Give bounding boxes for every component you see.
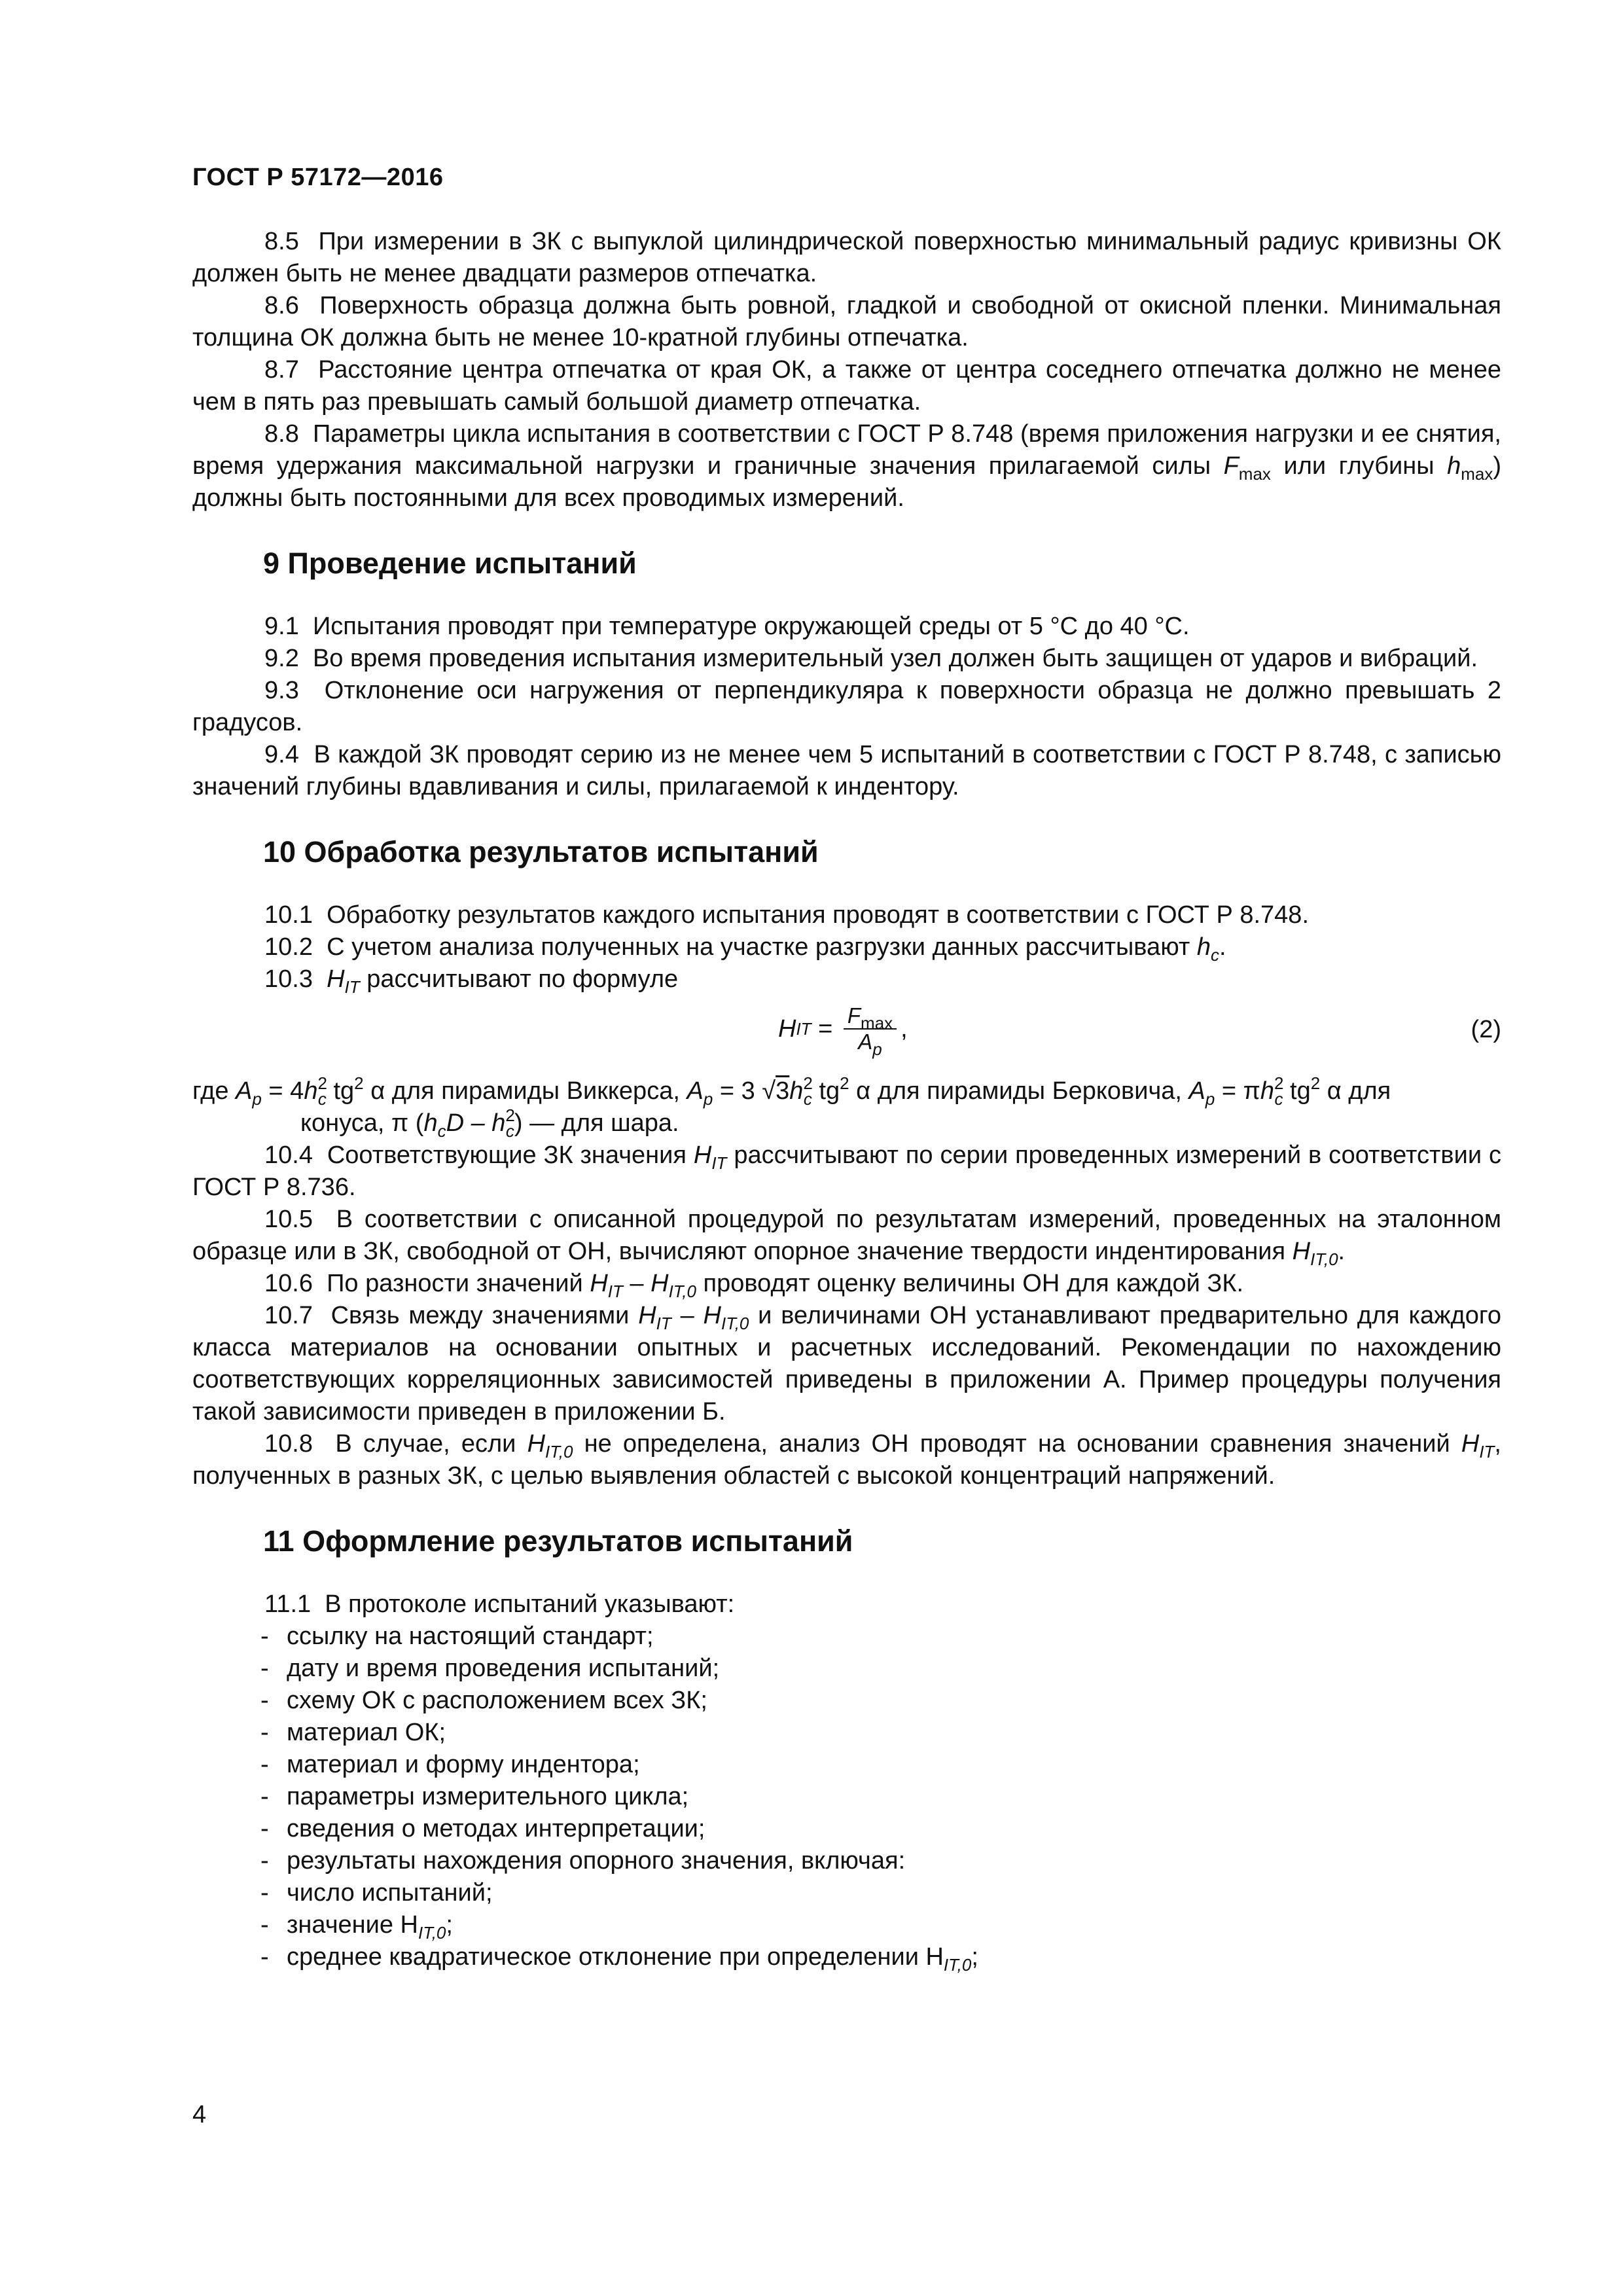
paragraph-9-2: 9.2 Во время проведения испытания измерительный узел должен быть защищен от ударов и вибраций. bbox=[264, 645, 1478, 672]
list-item: - значение $Н_{IT,0}$; bbox=[260, 1911, 453, 1943]
document-body bbox=[192, 226, 1501, 1973]
paragraph-10-6: 10.6 По разности значений $H_{IT} - H_{IT,0}$ проводят оценку величины ОН для каждой ЗК. bbox=[264, 1270, 1244, 1301]
section-9-heading: 9 Проведение испытаний bbox=[263, 547, 637, 580]
list-item: - среднее квадратическое отклонение при определении $Н_{IT,0}$; bbox=[260, 1943, 978, 1975]
list-item: - число испытаний; bbox=[260, 1879, 493, 1907]
paragraph-10-8: 10.8 В случае, если $H_{IT,0}$ не определена, анализ ОН проводят на основании сравнения значений $H_{IT}$, полученных в разных ЗК, с целью выявления областей с высокой концентраций напряжений. bbox=[192, 1430, 1501, 1490]
paragraph-8-8: 8.8 Параметры цикла испытания в соответствии с ГОСТ Р 8.748 (время приложения нагрузки и ее снятия, время удержания максимальной нагрузки и граничные значения прилагаемой силы $F_{max}$ или глубины $h_{max}$) должны быть постоянными для всех проводимых измерений. bbox=[192, 420, 1502, 512]
paragraph-10-7: 10.7 Связь между значениями $H_{IT} - H_{IT,0}$ и величинами ОН устанавливают предварительно для каждого класса материалов на основании опытных и расчетных исследований. Рекомендации по нахождению соответствующих корреляционных зависимостей приведены в приложении А. Пример процедуры получения такой зависимости приведен в приложении Б. bbox=[192, 1302, 1502, 1426]
paragraph-9-4: 9.4 В каждой ЗК проводят серию из не менее чем 5 испытаний в соответствии с ГОСТ Р 8.748, с записью значений глубины вдавливания и силы, прилагаемой к индентору. bbox=[192, 741, 1501, 800]
list-item: - схему ОК с расположением всех ЗК; bbox=[260, 1687, 707, 1714]
paragraph-10-1: 10.1 Обработку результатов каждого испытания проводят в соответствии с ГОСТ Р 8.748. bbox=[264, 901, 1310, 929]
protocol-list bbox=[192, 1621, 1501, 1973]
paragraph-11-1: 11.1 В протоколе испытаний указывают: bbox=[264, 1590, 735, 1618]
formula-expression: H IT = $\frac{F_{max}}{A_p}$ , bbox=[778, 1003, 908, 1059]
paragraph-8-7: 8.7 Расстояние центра отпечатка от края ОК, а также от центра соседнего отпечатка должно не менее чем в пять раз превышать самый большой диаметр отпечатка. bbox=[192, 356, 1501, 416]
list-item: - параметры измерительного цикла; bbox=[260, 1783, 689, 1810]
formula-fraction: $\frac{F_{max}}{A_p}$ bbox=[844, 1003, 897, 1054]
section-10-heading: 10 Обработка результатов испытаний bbox=[263, 835, 819, 869]
formula-where-continuation: конуса, π $(h_cD - h^2_c)$ — для шара. bbox=[300, 1105, 679, 1141]
formula-where-clause: где $A_p = 4h^2_c$ $tg^2$ α для пирамиды Виккерса, $A_p = 3$ $√3h^2_c$ $tg^2$ α для пирамиды Берковича, $A_p = \pi h^2_c$ $tg^2$ α для bbox=[192, 1073, 1391, 1109]
formula-number: (2) bbox=[1471, 1016, 1501, 1043]
list-item: - сведения о методах интерпретации; bbox=[260, 1815, 705, 1842]
list-item: - результаты нахождения опорного значения, включая: bbox=[260, 1847, 906, 1874]
paragraph-8-6: 8.6 Поверхность образца должна быть ровной, гладкой и свободной от окисной пленки. Минимальная толщина ОК должна быть не менее 10-кратной глубины отпечатка. bbox=[192, 292, 1501, 351]
document-header: ГОСТ Р 57172—2016 bbox=[192, 164, 444, 191]
paragraph-10-5: 10.5 В соответствии с описанной процедурой по результатам измерений, проведенных на эталонном образце или в ЗК, свободной от ОН, вычисляют опорное значение твердости индентирования $H_{IT,0}$. bbox=[192, 1206, 1501, 1269]
paragraph-8-5: 8.5 При измерении в ЗК с выпуклой цилиндрической поверхностью минимальный радиус кривизны ОК должен быть не менее двадцати размеров отпечатка. bbox=[192, 228, 1501, 287]
page-number: 4 bbox=[192, 2101, 207, 2128]
formula-2 bbox=[192, 998, 1501, 1075]
paragraph-10-3: 10.3 $H_{IT}$ рассчитывают по формуле bbox=[264, 965, 679, 997]
paragraph-10-2: 10.2 С учетом анализа полученных на участке разгрузки данных рассчитывают $h_c$. bbox=[264, 933, 1226, 965]
paragraph-9-1: 9.1 Испытания проводят при температуре окружающей среды от 5 °С до 40 °С. bbox=[264, 613, 1190, 640]
list-item: - дату и время проведения испытаний; bbox=[260, 1655, 720, 1682]
list-item: - материал ОК; bbox=[260, 1719, 446, 1746]
section-11-heading: 11 Оформление результатов испытаний bbox=[263, 1524, 853, 1558]
paragraph-10-4: 10.4 Соответствующие ЗК значения $H_{IT}$ рассчитывают по серии проведенных измерений в соответствии с ГОСТ Р 8.736. bbox=[192, 1141, 1501, 1201]
list-item: - материал и форму индентора; bbox=[260, 1751, 640, 1778]
list-item: - ссылку на настоящий стандарт; bbox=[260, 1623, 654, 1650]
paragraph-9-3: 9.3 Отклонение оси нагружения от перпендикуляра к поверхности образца не должно превышать 2 градусов. bbox=[192, 677, 1501, 736]
